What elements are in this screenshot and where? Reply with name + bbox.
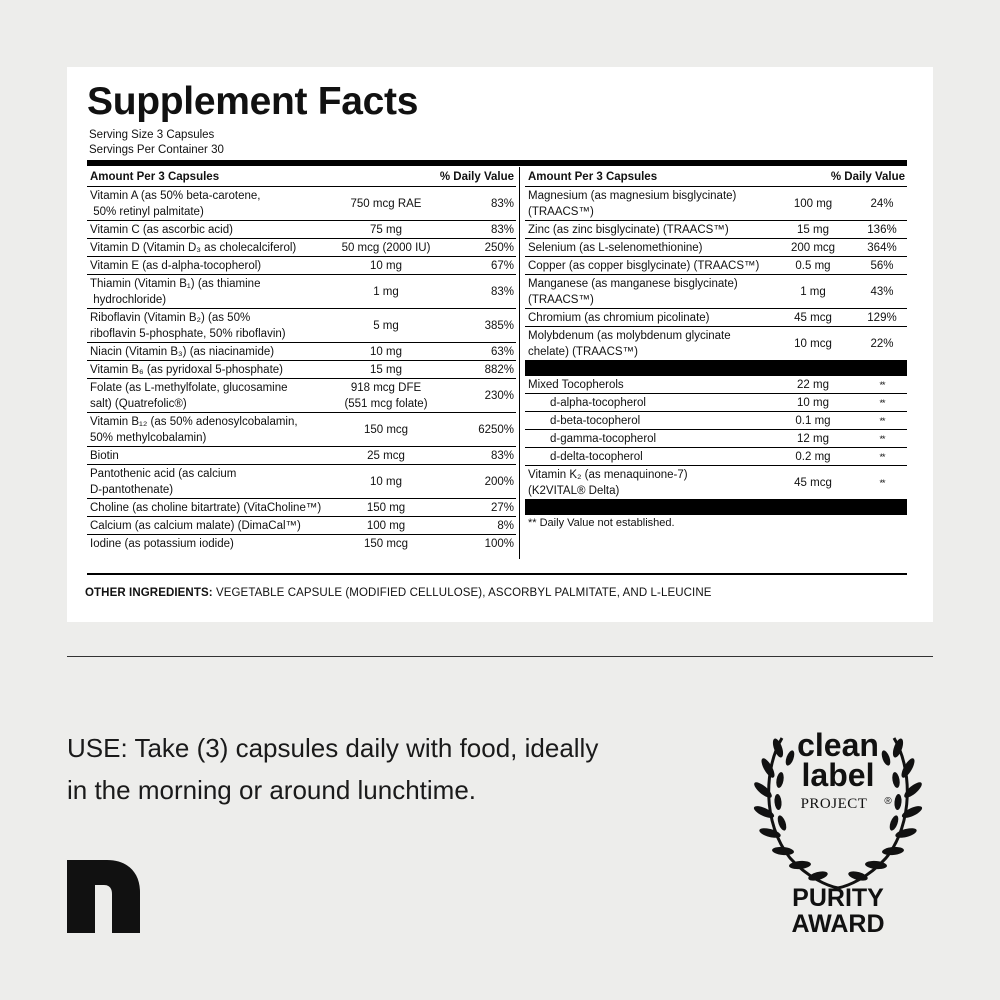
left-nutrient-table: [87, 167, 516, 552]
nutrient-name-line: Selenium (as L-selenomethionine): [528, 241, 703, 254]
nutrient-amount: 15 mg: [370, 363, 402, 376]
nutrient-amount: 45 mcg: [794, 311, 832, 324]
nutrient-name-line: riboflavin 5-phosphate, 50% riboflavin): [90, 327, 286, 340]
nutrient-name-line: Iodine (as potassium iodide): [90, 537, 234, 550]
nutrient-name: [525, 240, 769, 256]
nutrient-daily-value: 364%: [867, 241, 897, 254]
nutrient-name-line: chelate) (TRAACS™): [528, 345, 638, 358]
nutrient-row: [525, 466, 907, 499]
nutrient-row: [525, 221, 907, 239]
panel-title: Supplement Facts: [87, 80, 419, 123]
nutrient-row: [87, 535, 516, 552]
table-header: [525, 167, 907, 187]
nutrient-name: [87, 536, 326, 552]
nutrient-name: [525, 395, 769, 411]
nutrient-amount: 12 mg: [797, 432, 829, 445]
nutrient-name: [87, 240, 326, 256]
nutrient-daily-value: 200%: [484, 475, 514, 488]
nutrient-name-line: Copper (as copper bisglycinate) (TRAACS™): [528, 259, 760, 272]
nutrient-daily-value: **: [879, 397, 885, 408]
nutrient-daily-value: 129%: [867, 311, 897, 324]
servings-per-container: Servings Per Container 30: [89, 144, 224, 156]
nutrient-name: [525, 467, 769, 499]
nutrient-row: [525, 239, 907, 257]
nutrient-name: [525, 449, 769, 465]
nutrient-amount: 1 mg: [800, 285, 826, 298]
nutrient-name-line: 50% methylcobalamin): [90, 431, 207, 444]
nutrient-name: [525, 328, 769, 360]
nutrient-amount-line: (551 mcg folate): [344, 397, 428, 410]
nutrient-name: [87, 276, 326, 308]
nutrient-row: [87, 257, 516, 275]
nutrient-name: [525, 276, 769, 308]
nutrient-amount: 150 mg: [366, 501, 406, 514]
nutrient-name: [87, 222, 326, 238]
nutrient-name-line: salt) (Quatrefolic®): [90, 397, 187, 410]
nutrient-name-line: Choline (as choline bitartrate) (VitaCholine™): [90, 501, 322, 514]
nutrient-daily-value: 22%: [870, 337, 894, 350]
nutrient-name-line: Zinc (as zinc bisglycinate) (TRAACS™): [528, 223, 729, 236]
nutrient-name-line: hydrochloride): [90, 293, 167, 306]
header-rule: [87, 160, 907, 166]
nutrient-amount: 22 mg: [797, 378, 829, 391]
nutrient-name: [525, 431, 769, 447]
nutrient-name: [87, 500, 326, 516]
nutrient-name-line: Pantothenic acid (as calcium: [90, 467, 237, 480]
other-ingredients: [85, 587, 712, 599]
nutrient-row: [87, 239, 516, 257]
nutrient-daily-value: **: [879, 433, 885, 444]
nutrient-name-line: Thiamin (Vitamin B₁) (as thiamine: [90, 277, 261, 290]
right-nutrient-table: [525, 167, 907, 529]
nutrient-name: [525, 188, 769, 220]
nutrient-name-line: Chromium (as chromium picolinate): [528, 311, 710, 324]
nutrient-name-line: Vitamin C (as ascorbic acid): [90, 223, 233, 236]
nutrient-row: [87, 343, 516, 361]
nutrient-daily-value: 83%: [490, 285, 514, 298]
nutrient-row: [525, 257, 907, 275]
nutrient-daily-value: 63%: [490, 345, 514, 358]
nutrient-daily-value: 882%: [484, 363, 514, 376]
table-header: [87, 167, 516, 187]
nutrient-name-line: Mixed Tocopherols: [528, 378, 624, 391]
registered-mark: ®: [884, 796, 892, 807]
nutrient-amount: 25 mcg: [367, 449, 405, 462]
nutrient-row: [87, 413, 516, 447]
nutrient-daily-value: 136%: [867, 223, 897, 236]
nutrient-daily-value: 230%: [484, 389, 514, 402]
nutrient-name-line: Manganese (as manganese bisglycinate): [528, 277, 738, 290]
nutrient-name-line: Riboflavin (Vitamin B₂) (as 50%: [90, 311, 251, 324]
nutrient-amount: 0.1 mg: [795, 414, 831, 427]
brand-logo-icon: [67, 860, 142, 935]
award-word-purity: PURITY: [792, 884, 884, 912]
nutrient-name: [87, 344, 326, 360]
nutrient-name-line: Niacin (Vitamin B₃) (as niacinamide): [90, 345, 275, 358]
footnote: ** Daily Value not established.: [528, 517, 675, 529]
nutrient-daily-value: 385%: [484, 319, 514, 332]
nutrient-name: [87, 466, 326, 498]
nutrient-name-line: Biotin: [90, 449, 119, 462]
nutrient-row: [87, 447, 516, 465]
nutrient-amount: 45 mcg: [794, 476, 832, 489]
nutrient-daily-value: 67%: [490, 259, 514, 272]
nutrient-amount: 150 mcg: [363, 423, 409, 436]
nutrient-name-line: (TRAACS™): [528, 205, 594, 218]
nutrient-row: [525, 187, 907, 221]
nutrient-daily-value: 83%: [490, 197, 514, 210]
nutrient-name: [87, 362, 326, 378]
right-rows: [525, 187, 907, 515]
nutrient-name: [525, 310, 769, 326]
nutrient-row: [87, 379, 516, 413]
nutrient-amount: 75 mg: [370, 223, 402, 236]
nutrient-amount: 0.2 mg: [795, 450, 831, 463]
nutrient-amount: 15 mg: [797, 223, 829, 236]
clean-label-award-badge: [738, 728, 938, 938]
nutrient-name-line: Folate (as L-methylfolate, glucosamine: [90, 381, 288, 394]
nutrient-row: [525, 327, 907, 360]
nutrient-name-line: Magnesium (as magnesium bisglycinate): [528, 189, 737, 202]
nutrient-name: [87, 188, 326, 220]
nutrient-daily-value: 83%: [490, 223, 514, 236]
nutrient-amount: 10 mg: [370, 259, 402, 272]
nutrient-row: [525, 309, 907, 327]
nutrient-name: [525, 222, 769, 238]
supplement-facts-panel: [67, 67, 933, 622]
nutrient-daily-value: **: [879, 451, 885, 462]
section-band: [525, 360, 907, 376]
nutrient-daily-value: 250%: [484, 241, 514, 254]
other-ingredients-label: OTHER INGREDIENTS:: [85, 587, 213, 599]
nutrient-name-line: Vitamin A (as 50% beta-carotene,: [90, 189, 261, 202]
usage-line-2: in the morning or around lunchtime.: [67, 775, 477, 805]
nutrient-amount: 150 mcg: [363, 537, 409, 550]
nutrient-daily-value: 24%: [870, 197, 894, 210]
nutrient-name-line: d-delta-tocopherol: [550, 450, 643, 463]
nutrient-row: [525, 376, 907, 394]
nutrient-row: [525, 275, 907, 309]
header-amount: Amount Per 3 Capsules: [90, 170, 220, 183]
usage-instructions: [67, 727, 727, 811]
nutrient-amount: 0.5 mg: [795, 259, 831, 272]
nutrient-row: [87, 361, 516, 379]
nutrient-name: [525, 413, 769, 429]
nutrient-row: [87, 221, 516, 239]
nutrient-row: [525, 448, 907, 466]
nutrient-amount: [326, 380, 446, 412]
section-divider: [67, 656, 933, 657]
nutrient-name: [87, 448, 326, 464]
serving-size: Serving Size 3 Capsules: [89, 129, 215, 141]
nutrient-row: [87, 309, 516, 343]
nutrient-name-line: D-pantothenate): [90, 483, 174, 496]
nutrient-daily-value: 83%: [490, 449, 514, 462]
header-daily-value: % Daily Value: [439, 170, 514, 183]
nutrient-name-line: d-beta-tocopherol: [550, 414, 641, 427]
nutrient-amount: 10 mg: [370, 475, 402, 488]
nutrient-name: [87, 380, 326, 412]
nutrient-name-line: (K2VITAL® Delta): [528, 484, 620, 497]
header-amount: Amount Per 3 Capsules: [528, 170, 658, 183]
nutrient-name-line: (TRAACS™): [528, 293, 594, 306]
nutrient-name-line: Vitamin D (Vitamin D₃ as cholecalciferol): [90, 241, 297, 254]
nutrient-daily-value: 8%: [497, 519, 514, 532]
nutrient-name: [87, 518, 326, 534]
nutrient-row: [525, 412, 907, 430]
nutrient-amount: 10 mg: [370, 345, 402, 358]
nutrient-name-line: Vitamin B₁₂ (as 50% adenosylcobalamin,: [90, 415, 298, 428]
nutrient-daily-value: **: [879, 415, 885, 426]
nutrient-amount: 100 mg: [366, 519, 406, 532]
nutrient-amount: 200 mcg: [790, 241, 836, 254]
nutrient-daily-value: **: [879, 379, 885, 390]
nutrient-amount-line: 918 mcg DFE: [350, 381, 422, 394]
nutrient-name: [525, 377, 769, 393]
nutrient-name-line: Calcium (as calcium malate) (DimaCal™): [90, 519, 301, 532]
nutrient-name: [87, 414, 326, 446]
nutrient-name: [525, 258, 769, 274]
nutrient-row: [87, 275, 516, 309]
nutrient-row: [87, 499, 516, 517]
usage-line-1: USE: Take (3) capsules daily with food, ideally: [67, 733, 599, 763]
header-daily-value: % Daily Value: [830, 170, 905, 183]
nutrient-amount: 750 mcg RAE: [350, 197, 422, 210]
nutrient-row: [525, 430, 907, 448]
award-word-award: AWARD: [791, 910, 885, 938]
nutrient-name-line: Vitamin K₂ (as menaquinone-7): [528, 468, 688, 481]
bottom-rule: [87, 573, 907, 575]
nutrient-amount: 50 mcg (2000 IU): [341, 241, 431, 254]
nutrient-row: [525, 394, 907, 412]
nutrient-name-line: d-gamma-tocopherol: [550, 432, 657, 445]
nutrient-name-line: Vitamin E (as d-alpha-tocopherol): [90, 259, 262, 272]
left-rows: [87, 187, 516, 552]
nutrient-daily-value: 27%: [490, 501, 514, 514]
nutrient-name-line: d-alpha-tocopherol: [550, 396, 646, 409]
column-divider: [519, 167, 520, 559]
nutrient-name: [87, 258, 326, 274]
nutrient-name-line: 50% retinyl palmitate): [90, 205, 204, 218]
award-word-label: label: [801, 757, 875, 793]
nutrient-daily-value: **: [879, 477, 885, 488]
nutrient-amount: 10 mg: [797, 396, 829, 409]
award-word-clean: clean: [797, 728, 879, 763]
nutrient-daily-value: 56%: [870, 259, 894, 272]
nutrient-amount: 5 mg: [373, 319, 399, 332]
nutrient-amount: 10 mcg: [794, 337, 832, 350]
nutrient-amount: 1 mg: [373, 285, 399, 298]
nutrient-name: [87, 310, 326, 342]
nutrient-daily-value: 43%: [870, 285, 894, 298]
other-ingredients-text: VEGETABLE CAPSULE (MODIFIED CELLULOSE), ASCORBYL PALMITATE, AND L-LEUCINE: [212, 587, 712, 599]
nutrient-daily-value: 100%: [484, 537, 514, 550]
nutrient-name-line: Vitamin B₆ (as pyridoxal 5-phosphate): [90, 363, 283, 376]
nutrient-amount: 100 mg: [793, 197, 833, 210]
nutrient-row: [87, 517, 516, 535]
nutrient-row: [87, 187, 516, 221]
award-word-project: PROJECT: [800, 796, 868, 812]
nutrient-daily-value: 6250%: [478, 423, 514, 436]
section-band: [525, 499, 907, 515]
nutrient-row: [87, 465, 516, 499]
nutrient-name-line: Molybdenum (as molybdenum glycinate: [528, 329, 731, 342]
